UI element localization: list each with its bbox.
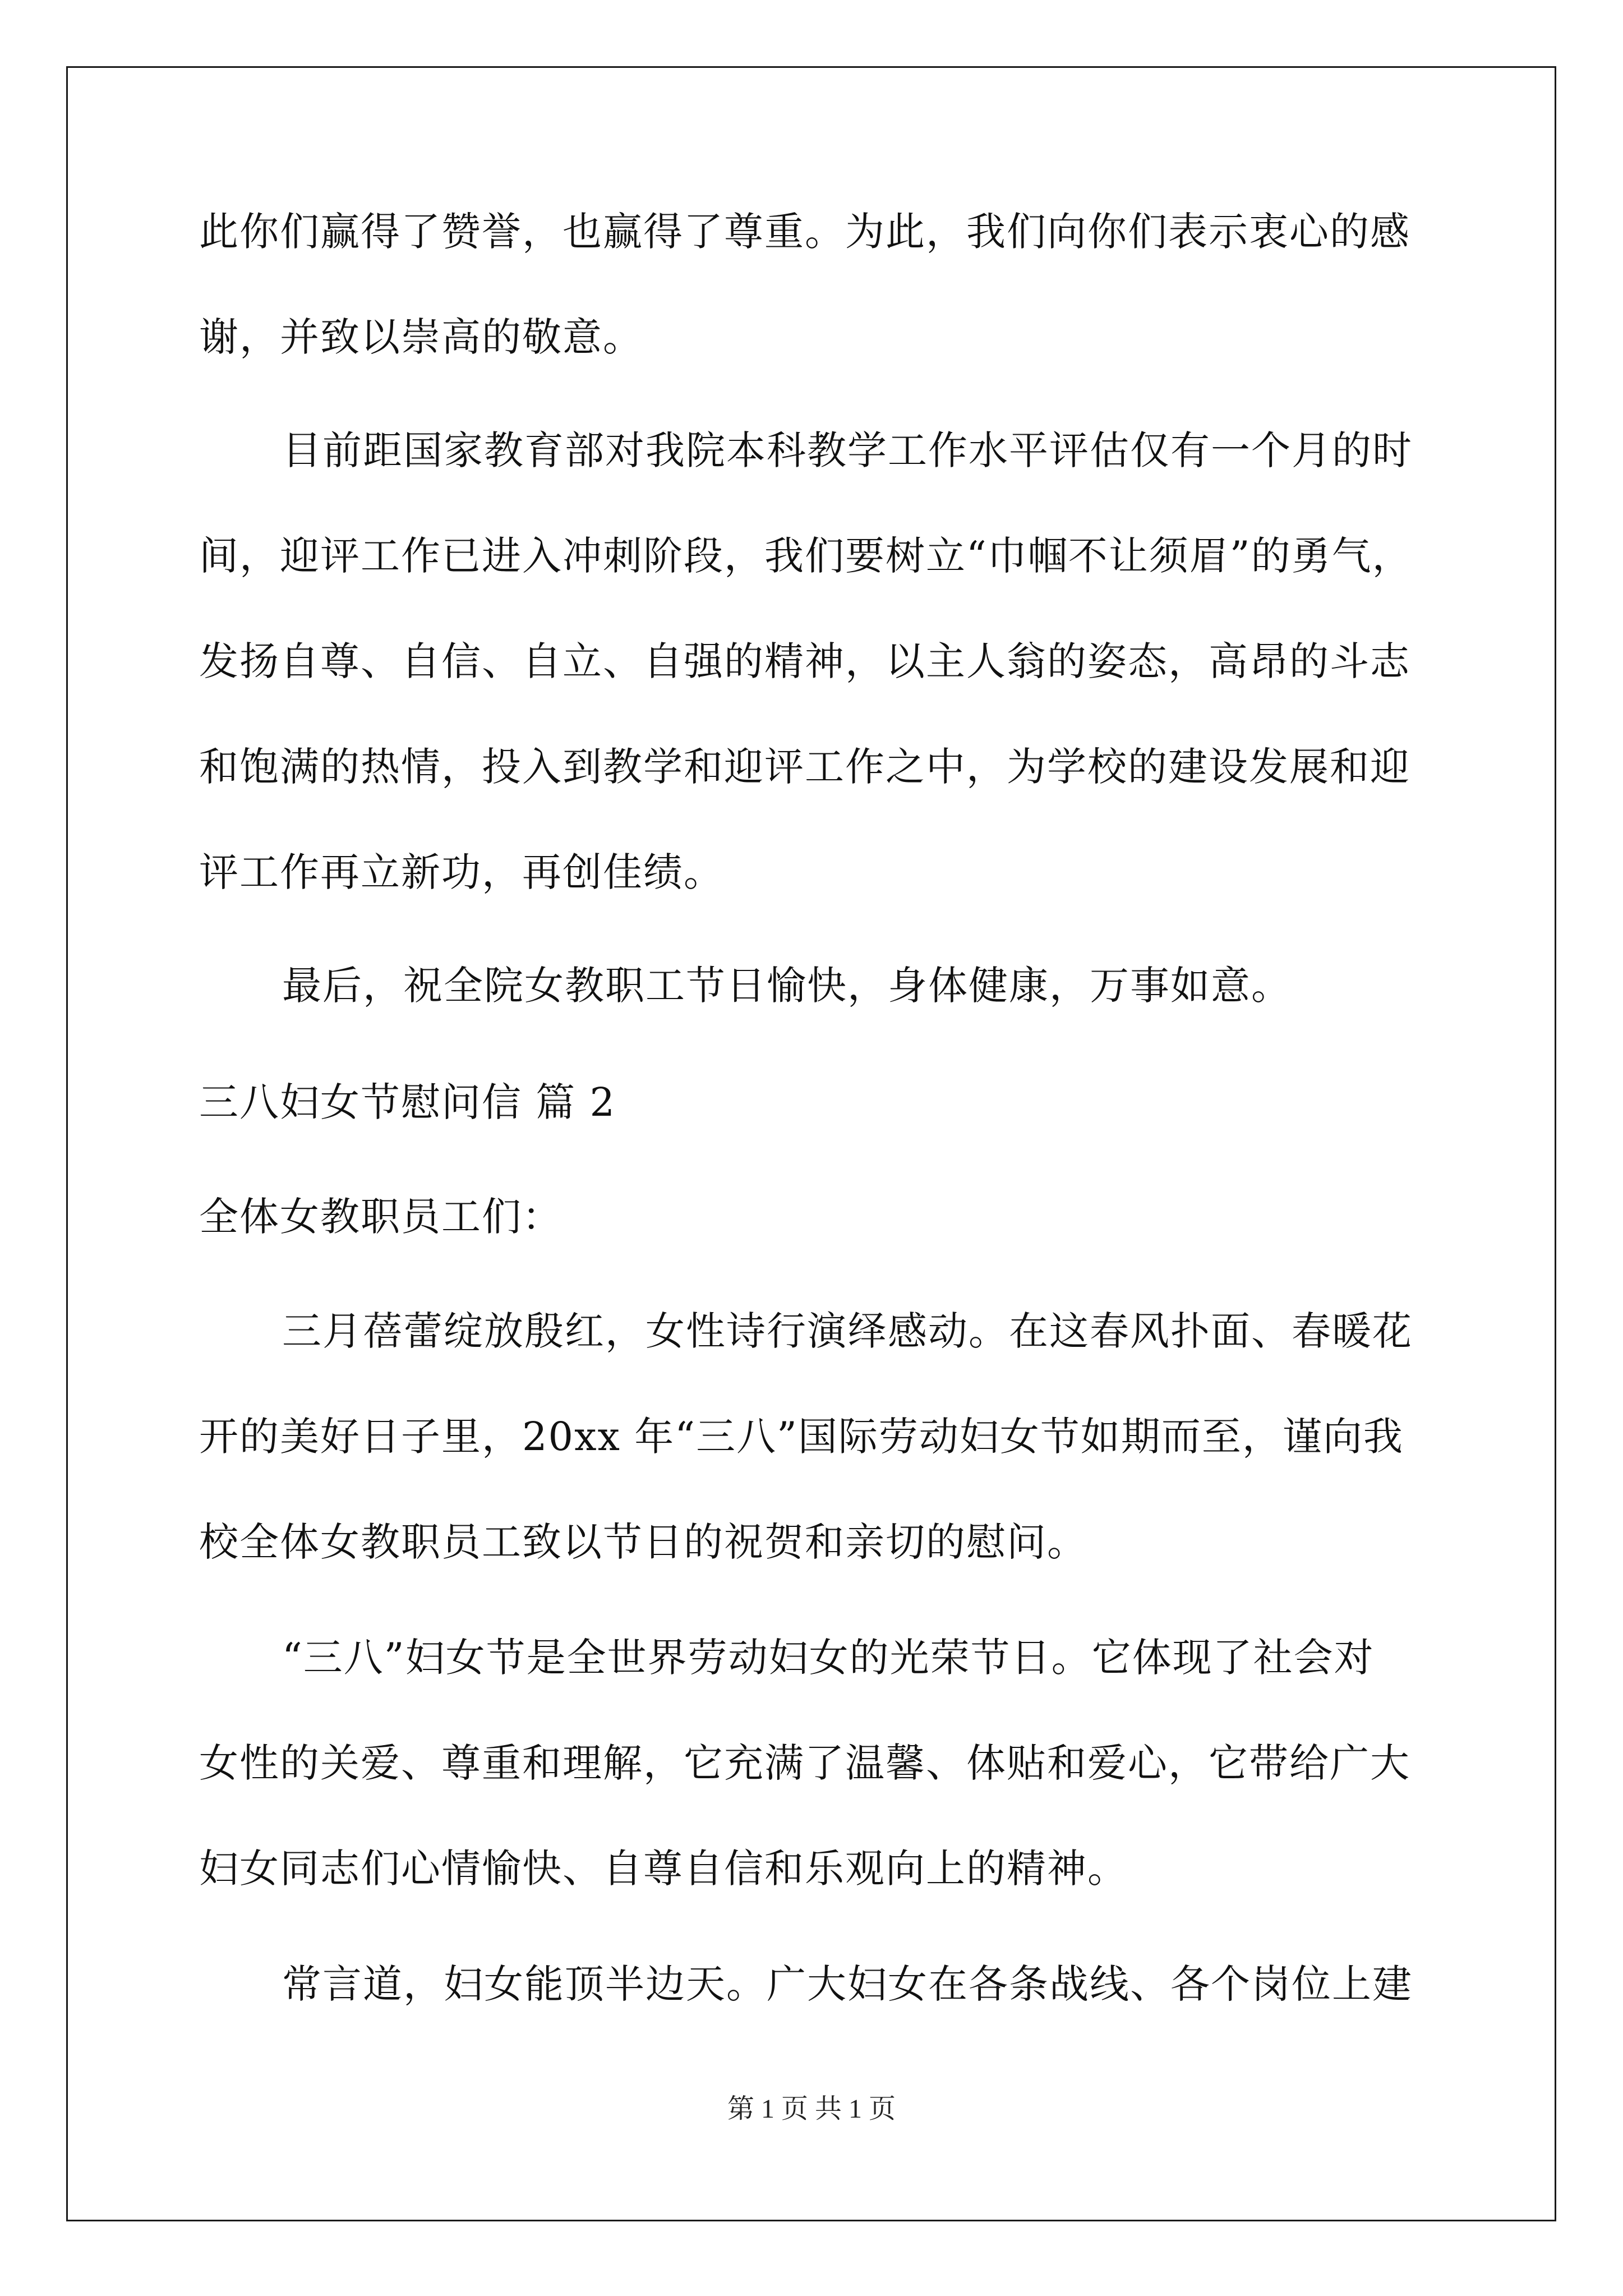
page-footer: 第 1 页 共 1 页: [727, 2094, 896, 2124]
text-line: 校全体女教职员工致以节日的祝贺和亲切的慰问。: [199, 1519, 1087, 1565]
text-line: 谢，并致以崇高的敬意。: [199, 314, 643, 360]
text-line: 此你们赢得了赞誉，也赢得了尊重。为此，我们向你们表示衷心的感: [199, 209, 1410, 255]
text-line: 发扬自尊、自信、自立、自强的精神，以主人翁的姿态，高昂的斗志: [199, 638, 1410, 684]
section-heading: 三八妇女节慰问信 篇 2: [199, 1079, 616, 1125]
text-line: 妇女同志们心情愉快、自尊自信和乐观向上的精神。: [199, 1846, 1128, 1892]
text-line: 开的美好日子里，20xx 年“三八”国际劳动妇女节如期而至，谨向我: [199, 1414, 1404, 1460]
paragraph-start: 最后，祝全院女教职工节日愉快，身体健康，万事如意。: [282, 963, 1292, 1009]
paragraph-start: “三八”妇女节是全世界劳动妇女的光荣节日。它体现了社会对: [282, 1635, 1375, 1681]
text-line: 间，迎评工作已进入冲刺阶段，我们要树立“巾帼不让须眉”的勇气，: [199, 533, 1413, 579]
salutation: 全体女教职员工们：: [199, 1194, 562, 1240]
paragraph-start: 三月蓓蕾绽放殷红，女性诗行演绎感动。在这春风扑面、春暖花: [282, 1308, 1413, 1354]
text-line: 女性的关爱、尊重和理解，它充满了温馨、体贴和爱心，它带给广大: [199, 1740, 1410, 1786]
paragraph-start: 常言道，妇女能顶半边天。广大妇女在各条战线、各个岗位上建: [282, 1961, 1413, 2007]
page-border: [66, 66, 1556, 2221]
paragraph-start: 目前距国家教育部对我院本科教学工作水平评估仅有一个月的时: [282, 427, 1413, 473]
text-line: 评工作再立新功，再创佳绩。: [199, 849, 724, 895]
text-line: 和饱满的热情，投入到教学和迎评工作之中，为学校的建设发展和迎: [199, 744, 1410, 790]
